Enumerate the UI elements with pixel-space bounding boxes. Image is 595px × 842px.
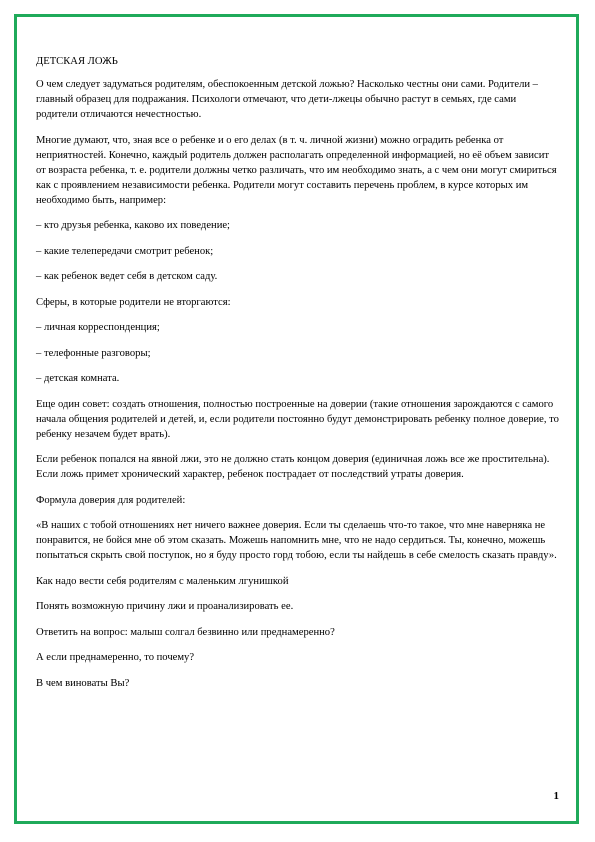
list-item: – детская комната. [36, 373, 120, 384]
page-number: 1 [553, 790, 559, 802]
paragraph: Еще один совет: создать отношения, полностью построенные на доверии (такие отношения зарождаются с самого начала общения родителей и детей, и, если родители постоянно будут демонстрировать ребенку полное доверие, то ребенку незачем будет врать). [36, 398, 559, 440]
quote-paragraph: «В наших с тобой отношениях нет ничего важнее доверия. Если ты сделаешь что-то такое, что мне наверняка не понравится, не бойся мне об этом сказать. Можешь напомнить мне, что не надо сердиться. Ты, конечно, можешь попытаться скрыть свой поступок, но я буду просто горд тобою, если ты найдешь в себе смелость сказать правду». [36, 520, 557, 561]
paragraph: В чем виноваты Вы? [36, 677, 130, 689]
list-item: – какие телепередачи смотрит ребенок; [36, 245, 214, 257]
list-item: – личная корреспонденция; [36, 322, 160, 333]
paragraph: Ответить на вопрос: малыш солгал безвинно или преднамеренно? [36, 626, 335, 638]
list-item: – кто друзья ребенка, каково их поведение; [36, 220, 231, 231]
paragraph: Сферы, в которые родители не вторгаются: [36, 296, 231, 308]
paragraph: Формула доверия для родителей: [36, 494, 186, 506]
paragraph: Понять возможную причину лжи и проанализировать ее. [36, 601, 294, 612]
list-item: – телефонные разговоры; [36, 347, 151, 359]
paragraph: О чем следует задуматься родителям, обеспокоенным детской ложью? Насколько честны они сами. Родители – главный образец для подражания. Психологи отмечают, что дети-лжецы обычно растут в семьях, где сами родители отличаются нечестностью. [36, 79, 538, 120]
list-item: – как ребенок ведет себя в детском саду. [36, 271, 218, 282]
subheading: Как надо вести себя родителям с маленьким лгунишкой [36, 575, 289, 587]
paragraph: Многие думают, что, зная все о ребенке и о его делах (в т. ч. личной жизни) можно оградить ребенка от неприятностей. Конечно, каждый родитель должен располагать определенной информацией, но её объем зависит от возраста ребенка, т. е. родители должны четко различать, что им необходимо знать, а с чем они могут смириться как с проявлением независимости ребенка. Родители могут составить перечень проблем, в курсе которых им необходимо быть, например: [36, 134, 557, 206]
paragraph: Если ребенок попался на явной лжи, это не должно стать концом доверия (единичная ложь все же простительна). Если ложь примет хронический характер, ребенок пострадает от последствий утраты доверия. [36, 454, 550, 480]
paragraph: А если преднамеренно, то почему? [36, 652, 195, 663]
document-body [36, 54, 560, 701]
document-title: ДЕТСКАЯ ЛОЖЬ [36, 56, 118, 67]
